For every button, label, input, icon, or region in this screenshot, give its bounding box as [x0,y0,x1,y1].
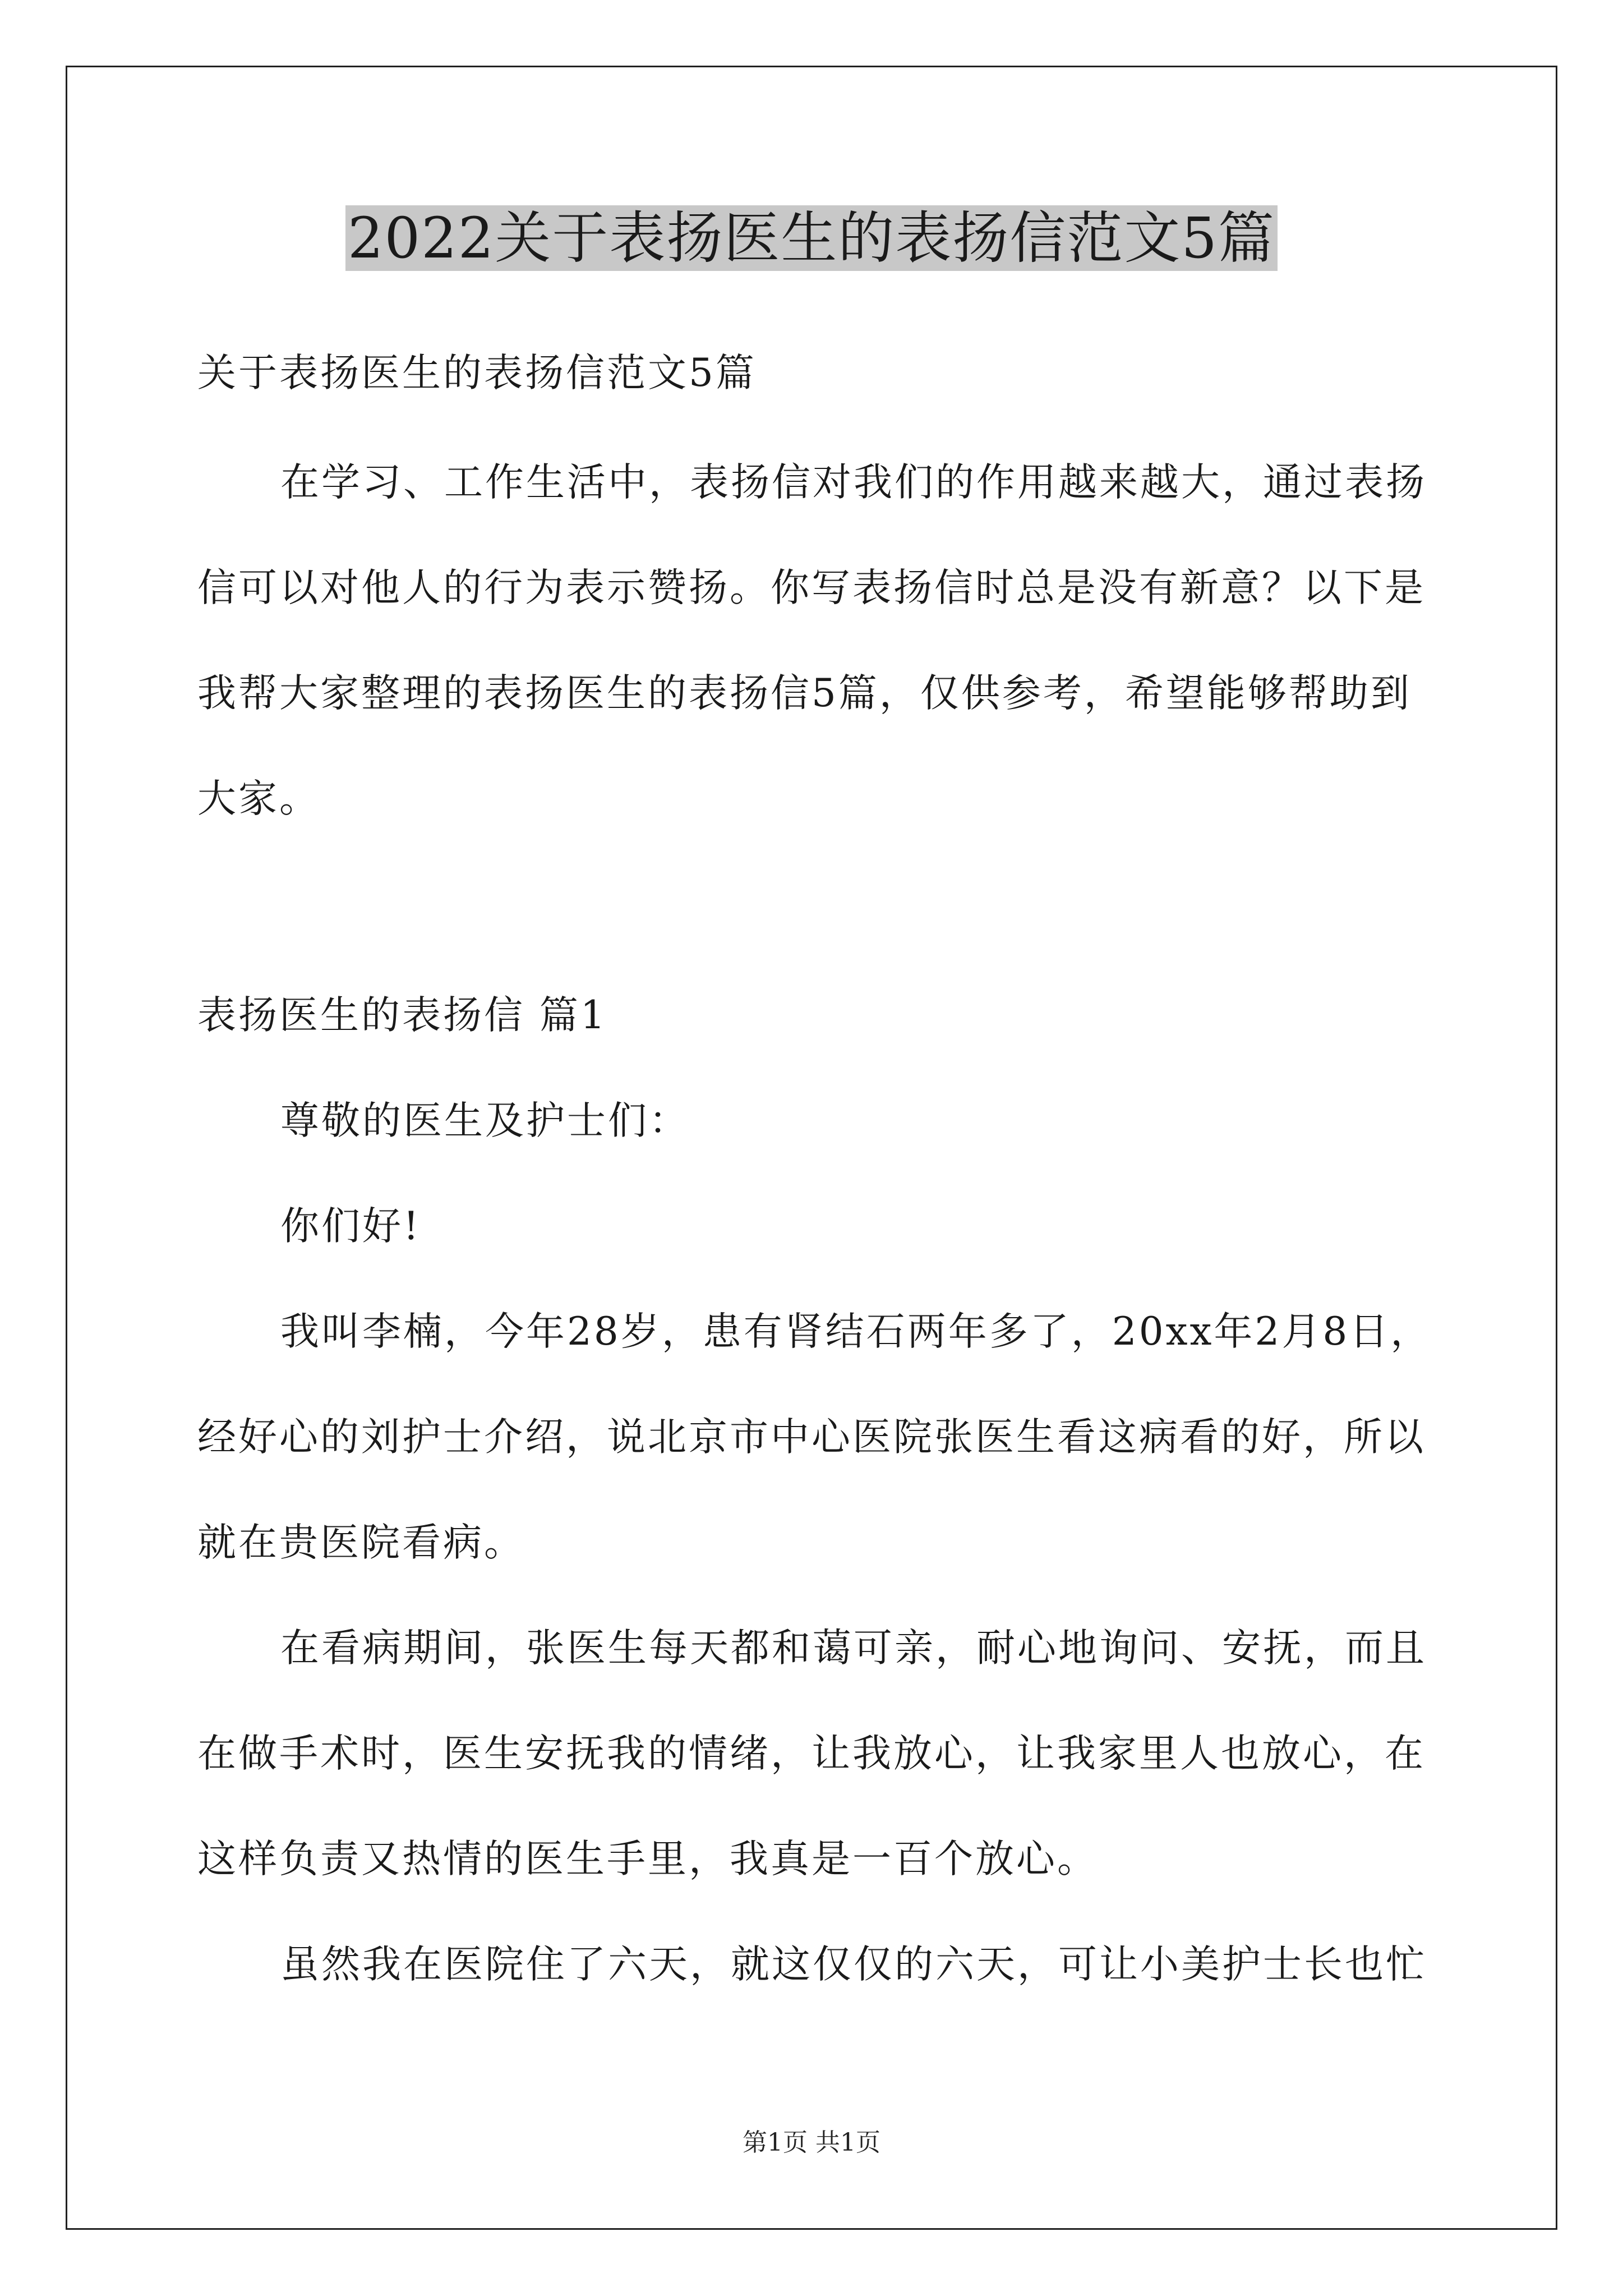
intro-line: 在学习、工作生活中，表扬信对我们的作用越来越大，通过表扬 [280,460,1427,505]
salutation: 尊敬的医生及护士们： [280,1098,690,1143]
paragraph-line: 我叫李楠，今年28岁，患有肾结石两年多了，20xx年2月8日， [280,1309,1432,1354]
paragraph-line: 在看病期间，张医生每天都和蔼可亲，耐心地询问、安抚，而且 [280,1626,1427,1671]
section-heading: 表扬医生的表扬信 篇1 [197,993,607,1038]
paragraph-line: 经好心的刘护士介绍，说北京市中心医院张医生看这病看的好，所以 [197,1415,1426,1460]
intro-line: 我帮大家整理的表扬医生的表扬信5篇，仅供参考，希望能够帮助到 [197,671,1412,716]
paragraph-line: 这样负责又热情的医生手里，我真是一百个放心。 [197,1837,1098,1881]
intro-line: 大家。 [197,776,320,821]
greeting: 你们好! [280,1204,421,1249]
document-title-text: 2022关于表扬医生的表扬信范文5篇 [345,205,1278,271]
paragraph-line: 就在贵医院看病。 [197,1520,525,1565]
paragraph-line: 虽然我在医院住了六天，就这仅仅的六天，可让小美护士长也忙 [280,1942,1427,1987]
document-title [0,199,1623,278]
intro-line: 信可以对他人的行为表示赞扬。你写表扬信时总是没有新意？以下是 [197,565,1426,610]
paragraph-line: 在做手术时，医生安抚我的情绪，让我放心，让我家里人也放心，在 [197,1731,1426,1776]
subtitle: 关于表扬医生的表扬信范文5篇 [197,351,757,395]
page-footer: 第1页 共1页 [743,2128,880,2157]
